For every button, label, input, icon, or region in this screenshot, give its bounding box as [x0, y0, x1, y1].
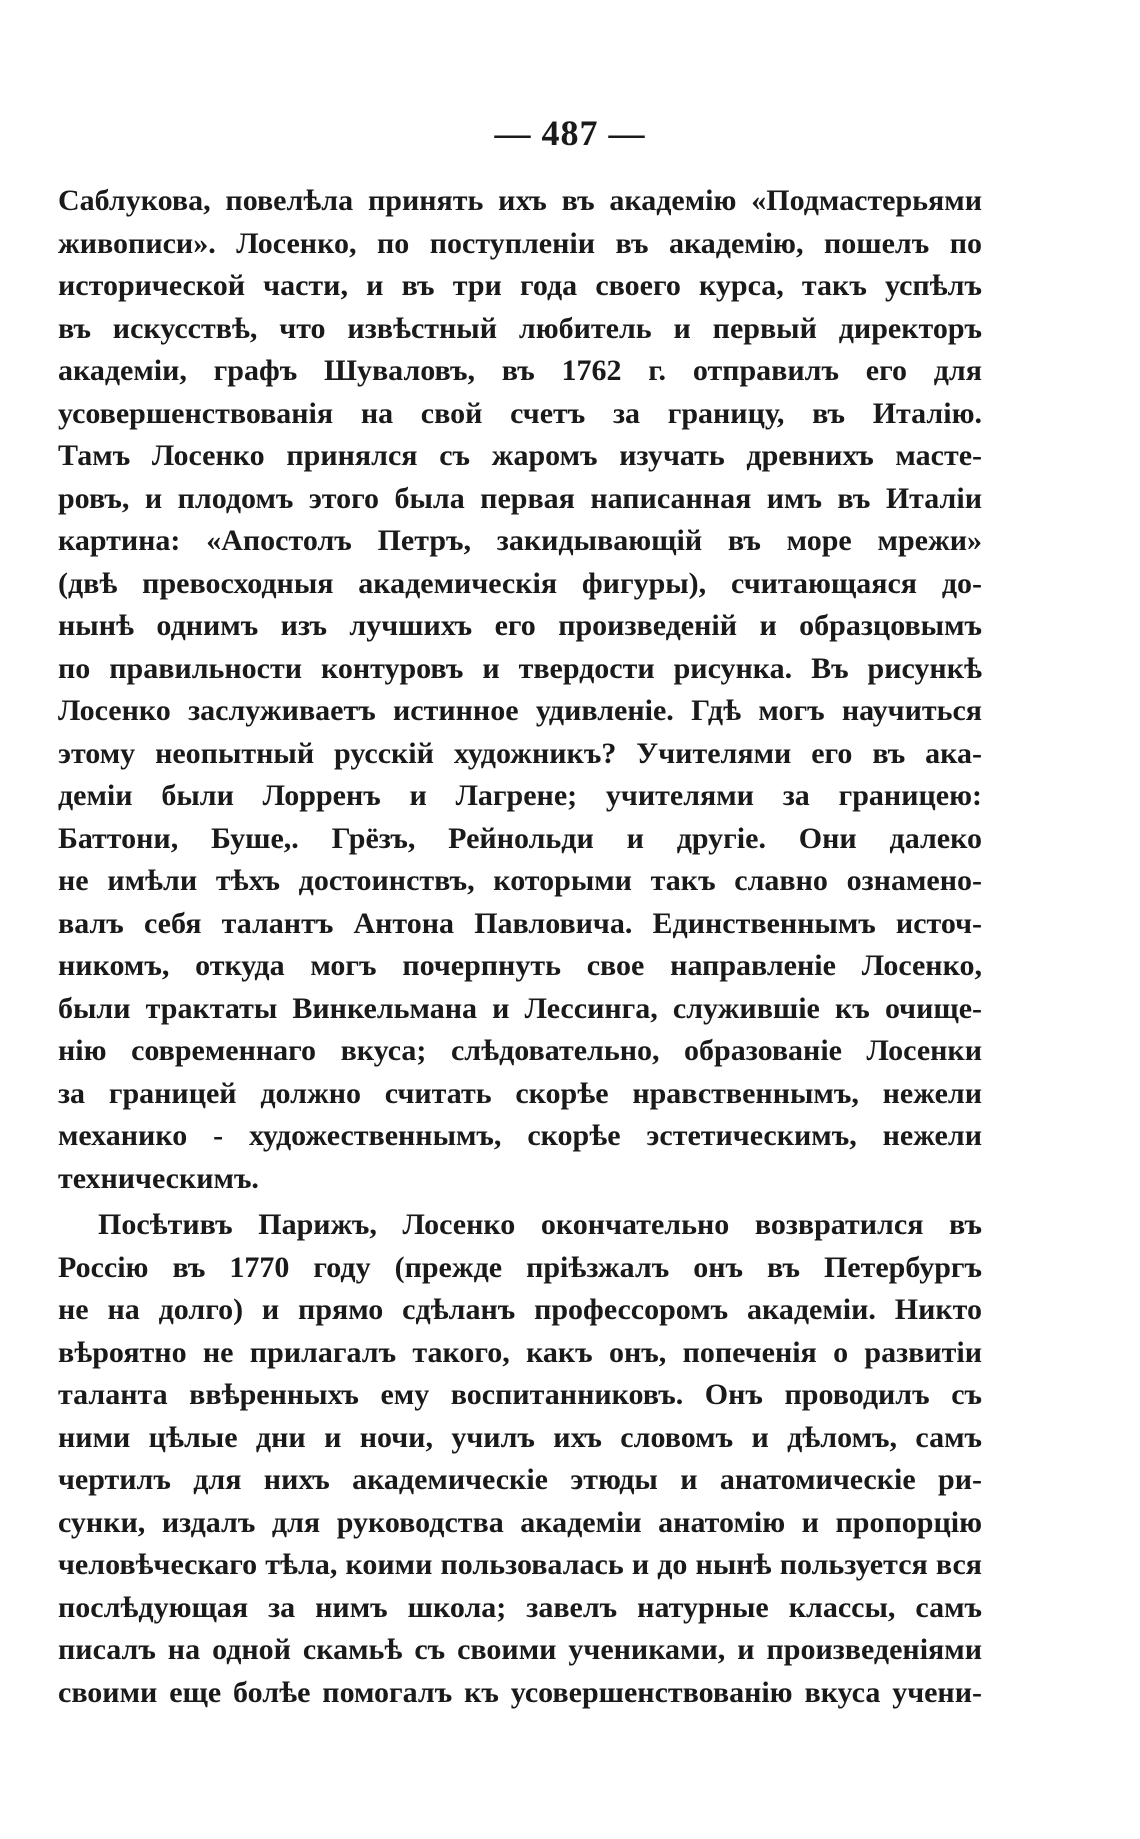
text-line: этому неопытный русскій художникъ? Учителями его въ ака- — [58, 736, 982, 770]
text-line: (двѣ превосходныя академическія фигуры), считающаяся до- — [58, 566, 982, 600]
text-line: своими еще болѣе помогалъ къ усовершенствованію вкуса учени- — [58, 1675, 982, 1709]
text-line: человѣческаго тѣла, коими пользовалась и до нынѣ пользуется вся — [58, 1548, 982, 1581]
paragraph-2 — [58, 1204, 982, 1714]
text-line: послѣдующая за нимъ школа; завелъ натурные классы, самъ — [58, 1590, 982, 1624]
body-text — [58, 180, 982, 1714]
text-line: таланта ввѣренныхъ ему воспитанниковъ. Онъ проводилъ съ — [58, 1378, 982, 1411]
text-line: въ искусствѣ, что извѣстный любитель и первый директоръ — [58, 311, 982, 345]
text-line: исторической части, и въ три года своего курса, такъ успѣлъ — [58, 269, 982, 302]
text-line: ровъ, и плодомъ этого была первая написанная имъ въ Италіи — [58, 481, 982, 515]
page-number: — 487 — — [494, 113, 646, 153]
paragraph-1 — [58, 180, 982, 1200]
text-line: деміи были Лорренъ и Лагрене; учителями за границею: — [58, 779, 982, 812]
text-line: были трактаты Винкельмана и Лессинга, служившіе къ очище- — [58, 991, 982, 1025]
text-line: Посѣтивъ Парижъ, Лосенко окончательно возвратился въ — [98, 1208, 982, 1241]
text-line: техническимъ. — [58, 1161, 259, 1195]
text-line: Саблукова, повелѣла принять ихъ въ академію «Подмастерьями — [58, 184, 982, 217]
text-line: за границей должно считать скорѣе нравственнымъ, нежели — [58, 1076, 982, 1110]
text-line: картина: «Апостолъ Петръ, закидывающій въ море мрежи» — [58, 524, 982, 557]
text-line: вѣроятно не прилагалъ такого, какъ онъ, попеченія о развитіи — [58, 1335, 982, 1369]
text-line: чертилъ для нихъ академическіе этюды и анатомическіе ри- — [58, 1463, 982, 1496]
text-line: по правильности контуровъ и твердости рисунка. Въ рисункѣ — [58, 651, 982, 685]
text-line: валъ себя талантъ Антона Павловича. Единственнымъ источ- — [58, 906, 982, 940]
text-line: не на долго) и прямо сдѣланъ профессоромъ академіи. Никто — [58, 1293, 982, 1326]
text-line: живописи». Лосенко, по поступленіи въ академію, пошелъ по — [58, 226, 982, 260]
text-line: Тамъ Лосенко принялся съ жаромъ изучать древнихъ масте- — [58, 439, 982, 472]
text-line: Лосенко заслуживаетъ истинное удивленіе. Гдѣ могъ научиться — [58, 694, 982, 727]
text-line: писалъ на одной скамьѣ съ своими учениками, и произведеніями — [58, 1633, 982, 1666]
text-line: нынѣ однимъ изъ лучшихъ его произведеній и образцовымъ — [58, 609, 982, 642]
text-line: Баттони, Буше,. Грёзъ, Рейнольди и другіе. Они далеко — [58, 821, 982, 855]
text-line: не имѣли тѣхъ достоинствъ, которыми такъ славно ознамено- — [58, 864, 982, 897]
text-line: Россію въ 1770 году (прежде пріѣзжалъ онъ въ Петербургъ — [58, 1250, 982, 1284]
text-line: механико - художественнымъ, скорѣе эстетическимъ, нежели — [58, 1119, 982, 1152]
text-line: сунки, издалъ для руководства академіи анатомію и пропорцію — [58, 1505, 982, 1539]
text-line: ними цѣлые дни и ночи, училъ ихъ словомъ и дѣломъ, самъ — [58, 1420, 982, 1454]
text-line: академіи, графъ Шуваловъ, въ 1762 г. отправилъ его для — [58, 354, 982, 387]
text-line: нію современнаго вкуса; слѣдовательно, образованіе Лосенки — [58, 1034, 982, 1067]
text-line: усовершенствованія на свой счетъ за границу, въ Италію. — [58, 396, 982, 430]
text-line: никомъ, откуда могъ почерпнуть свое направленіе Лосенко, — [58, 949, 982, 982]
